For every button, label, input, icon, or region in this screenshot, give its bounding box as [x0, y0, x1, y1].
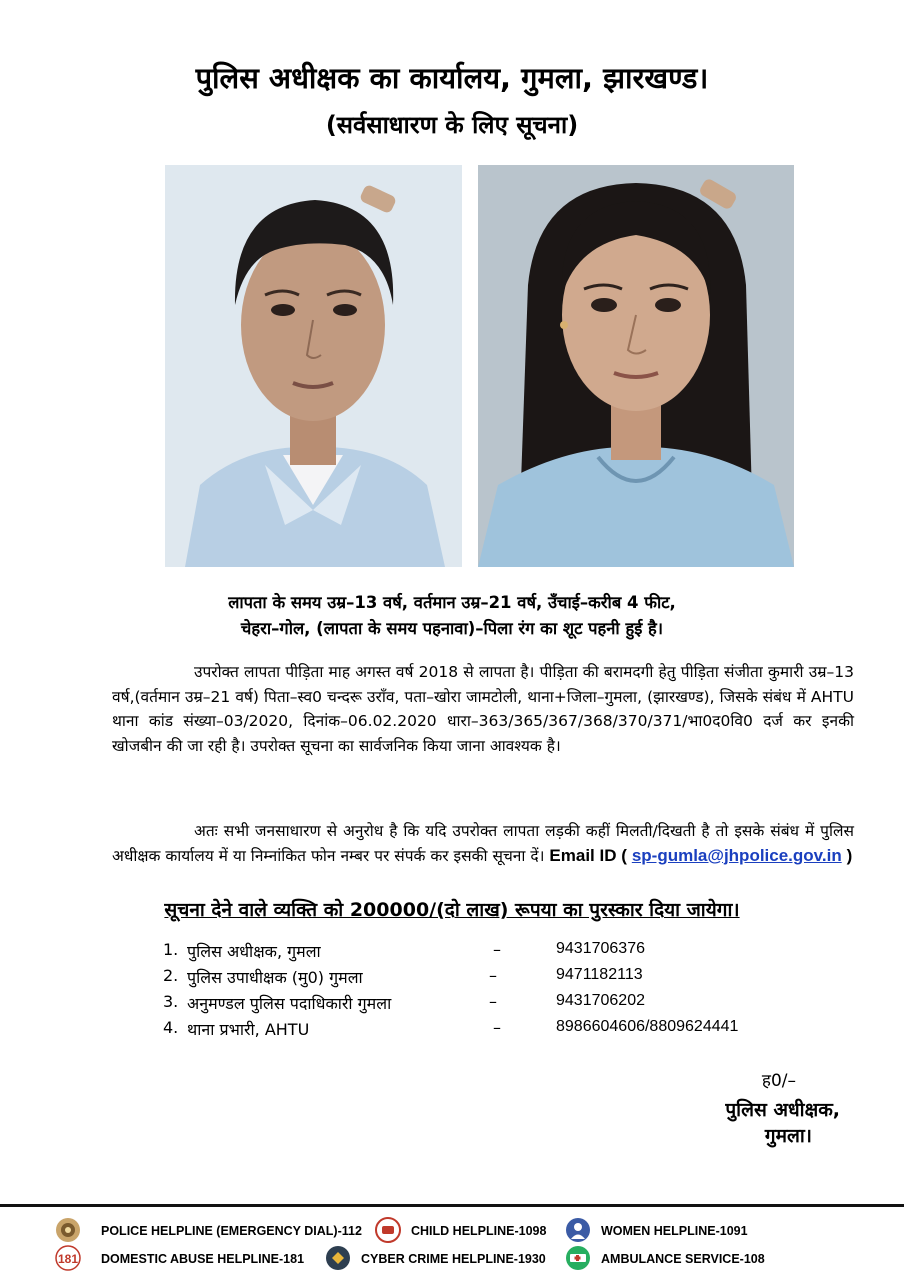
notice-paragraph-1: उपरोक्त लापता पीड़िता माह अगस्त वर्ष 2018 से लापता है। पीड़िता की बरामदगी हेतु पीड़िता संजीता कुमारी उम्र–13 वर्ष,(वर्तमान उम्र–21 वर्ष) पिता–स्व0 चन्दरू उराँव, पता–खोरा जामटोली, थाना+जिला–गुमला, (झारखण्ड), जिसके संबंध में AHTU थाना कांड संख्या–03/2020, दिनांक–06.02.2020 धारा–363/365/367/368/370/371/भा0द0वि0 दर्ज कर इनकी खोजबीन की जा रही है। उपरोक्त सूचना का सार्वजनिक किया जाना आवश्यक है। — [112, 663, 854, 755]
contact-row — [163, 966, 783, 990]
contact-number: 2. — [163, 966, 179, 985]
helpline-181-icon — [55, 1245, 81, 1271]
email-link[interactable]: sp-gumla@jhpolice.gov.in — [631, 845, 842, 865]
contact-row — [163, 940, 783, 964]
helpline-domestic-abuse: DOMESTIC ABUSE HELPLINE-181 — [101, 1252, 305, 1266]
contact-row — [163, 1018, 783, 1042]
signature-designation: पुलिस अधीक्षक, — [725, 1099, 840, 1121]
contact-number: 1. — [163, 940, 179, 959]
contact-dash: – — [489, 966, 497, 985]
child-helpline-icon — [375, 1217, 401, 1243]
page-title: पुलिस अधीक्षक का कार्यालय, गुमला, झारखण्ड। — [195, 61, 709, 95]
contact-phone[interactable]: 9471182113 — [556, 966, 643, 983]
missing-girl-photo-child — [165, 165, 462, 567]
contact-dash: – — [493, 940, 501, 959]
email-close: ) — [846, 845, 853, 865]
contact-label: पुलिस उपाधीक्षक (मु0) गुमला — [187, 968, 363, 987]
contact-phone[interactable]: 9431706202 — [556, 992, 645, 1009]
ambulance-icon — [565, 1245, 591, 1271]
contact-phone[interactable]: 9431706376 — [556, 940, 645, 957]
description-line-2: चेहरा–गोल, (लापता के समय पहनावा)–पिला रंग का शूट पहनी हुई है। — [240, 619, 664, 638]
contact-label: थाना प्रभारी, AHTU — [187, 1020, 310, 1039]
helpline-cyber-crime: CYBER CRIME HELPLINE-1930 — [361, 1252, 546, 1266]
contact-label: अनुमण्डल पुलिस पदाधिकारी गुमला — [187, 994, 392, 1013]
signature-mark: ह0/– — [761, 1071, 796, 1091]
page-subtitle: (सर्वसाधारण के लिए सूचना) — [325, 111, 579, 139]
helpline-women: WOMEN HELPLINE-1091 — [601, 1224, 748, 1238]
women-helpline-icon — [565, 1217, 591, 1243]
missing-girl-photo-present — [478, 165, 794, 567]
helpline-footer — [0, 1215, 904, 1275]
helpline-police: POLICE HELPLINE (EMERGENCY DIAL)-112 — [101, 1224, 362, 1238]
signature-location: गुमला। — [764, 1125, 812, 1147]
helpline-child: CHILD HELPLINE-1098 — [411, 1224, 547, 1238]
helpline-ambulance: AMBULANCE SERVICE-108 — [601, 1252, 765, 1266]
contact-dash: – — [489, 992, 497, 1011]
police-badge-icon — [55, 1217, 81, 1243]
notice-paragraph-2: अतः सभी जनसाधारण से अनुरोध है कि यदि उपरोक्त लापता लड़की कहीं मिलती/दिखती है तो इसके संबंध में पुलिस अधीक्षक कार्यालय में या निम्नांकित फोन नम्बर पर संपर्क कर इसकी सूचना दें। Email ID ( sp-gumla@jhpolice.gov.in ) — [112, 822, 854, 865]
contact-number: 3. — [163, 992, 179, 1011]
email-label: Email ID ( — [549, 845, 627, 865]
cyber-crime-icon — [325, 1245, 351, 1271]
contact-row — [163, 992, 783, 1016]
contact-label: पुलिस अधीक्षक, गुमला — [187, 942, 321, 961]
contact-dash: – — [493, 1018, 501, 1037]
footer-divider — [0, 1204, 904, 1207]
contact-phone[interactable]: 8986604606/8809624441 — [556, 1018, 739, 1035]
svg-text:181: 181 — [57, 1252, 79, 1266]
reward-notice: सूचना देने वाले व्यक्ति को 200000/(दो लाख) रूपया का पुरस्कार दिया जायेगा। — [164, 899, 740, 921]
contact-number: 4. — [163, 1018, 179, 1037]
description-line-1: लापता के समय उम्र–13 वर्ष, वर्तमान उम्र–21 वर्ष, उँचाई–करीब 4 फीट, — [228, 593, 676, 612]
